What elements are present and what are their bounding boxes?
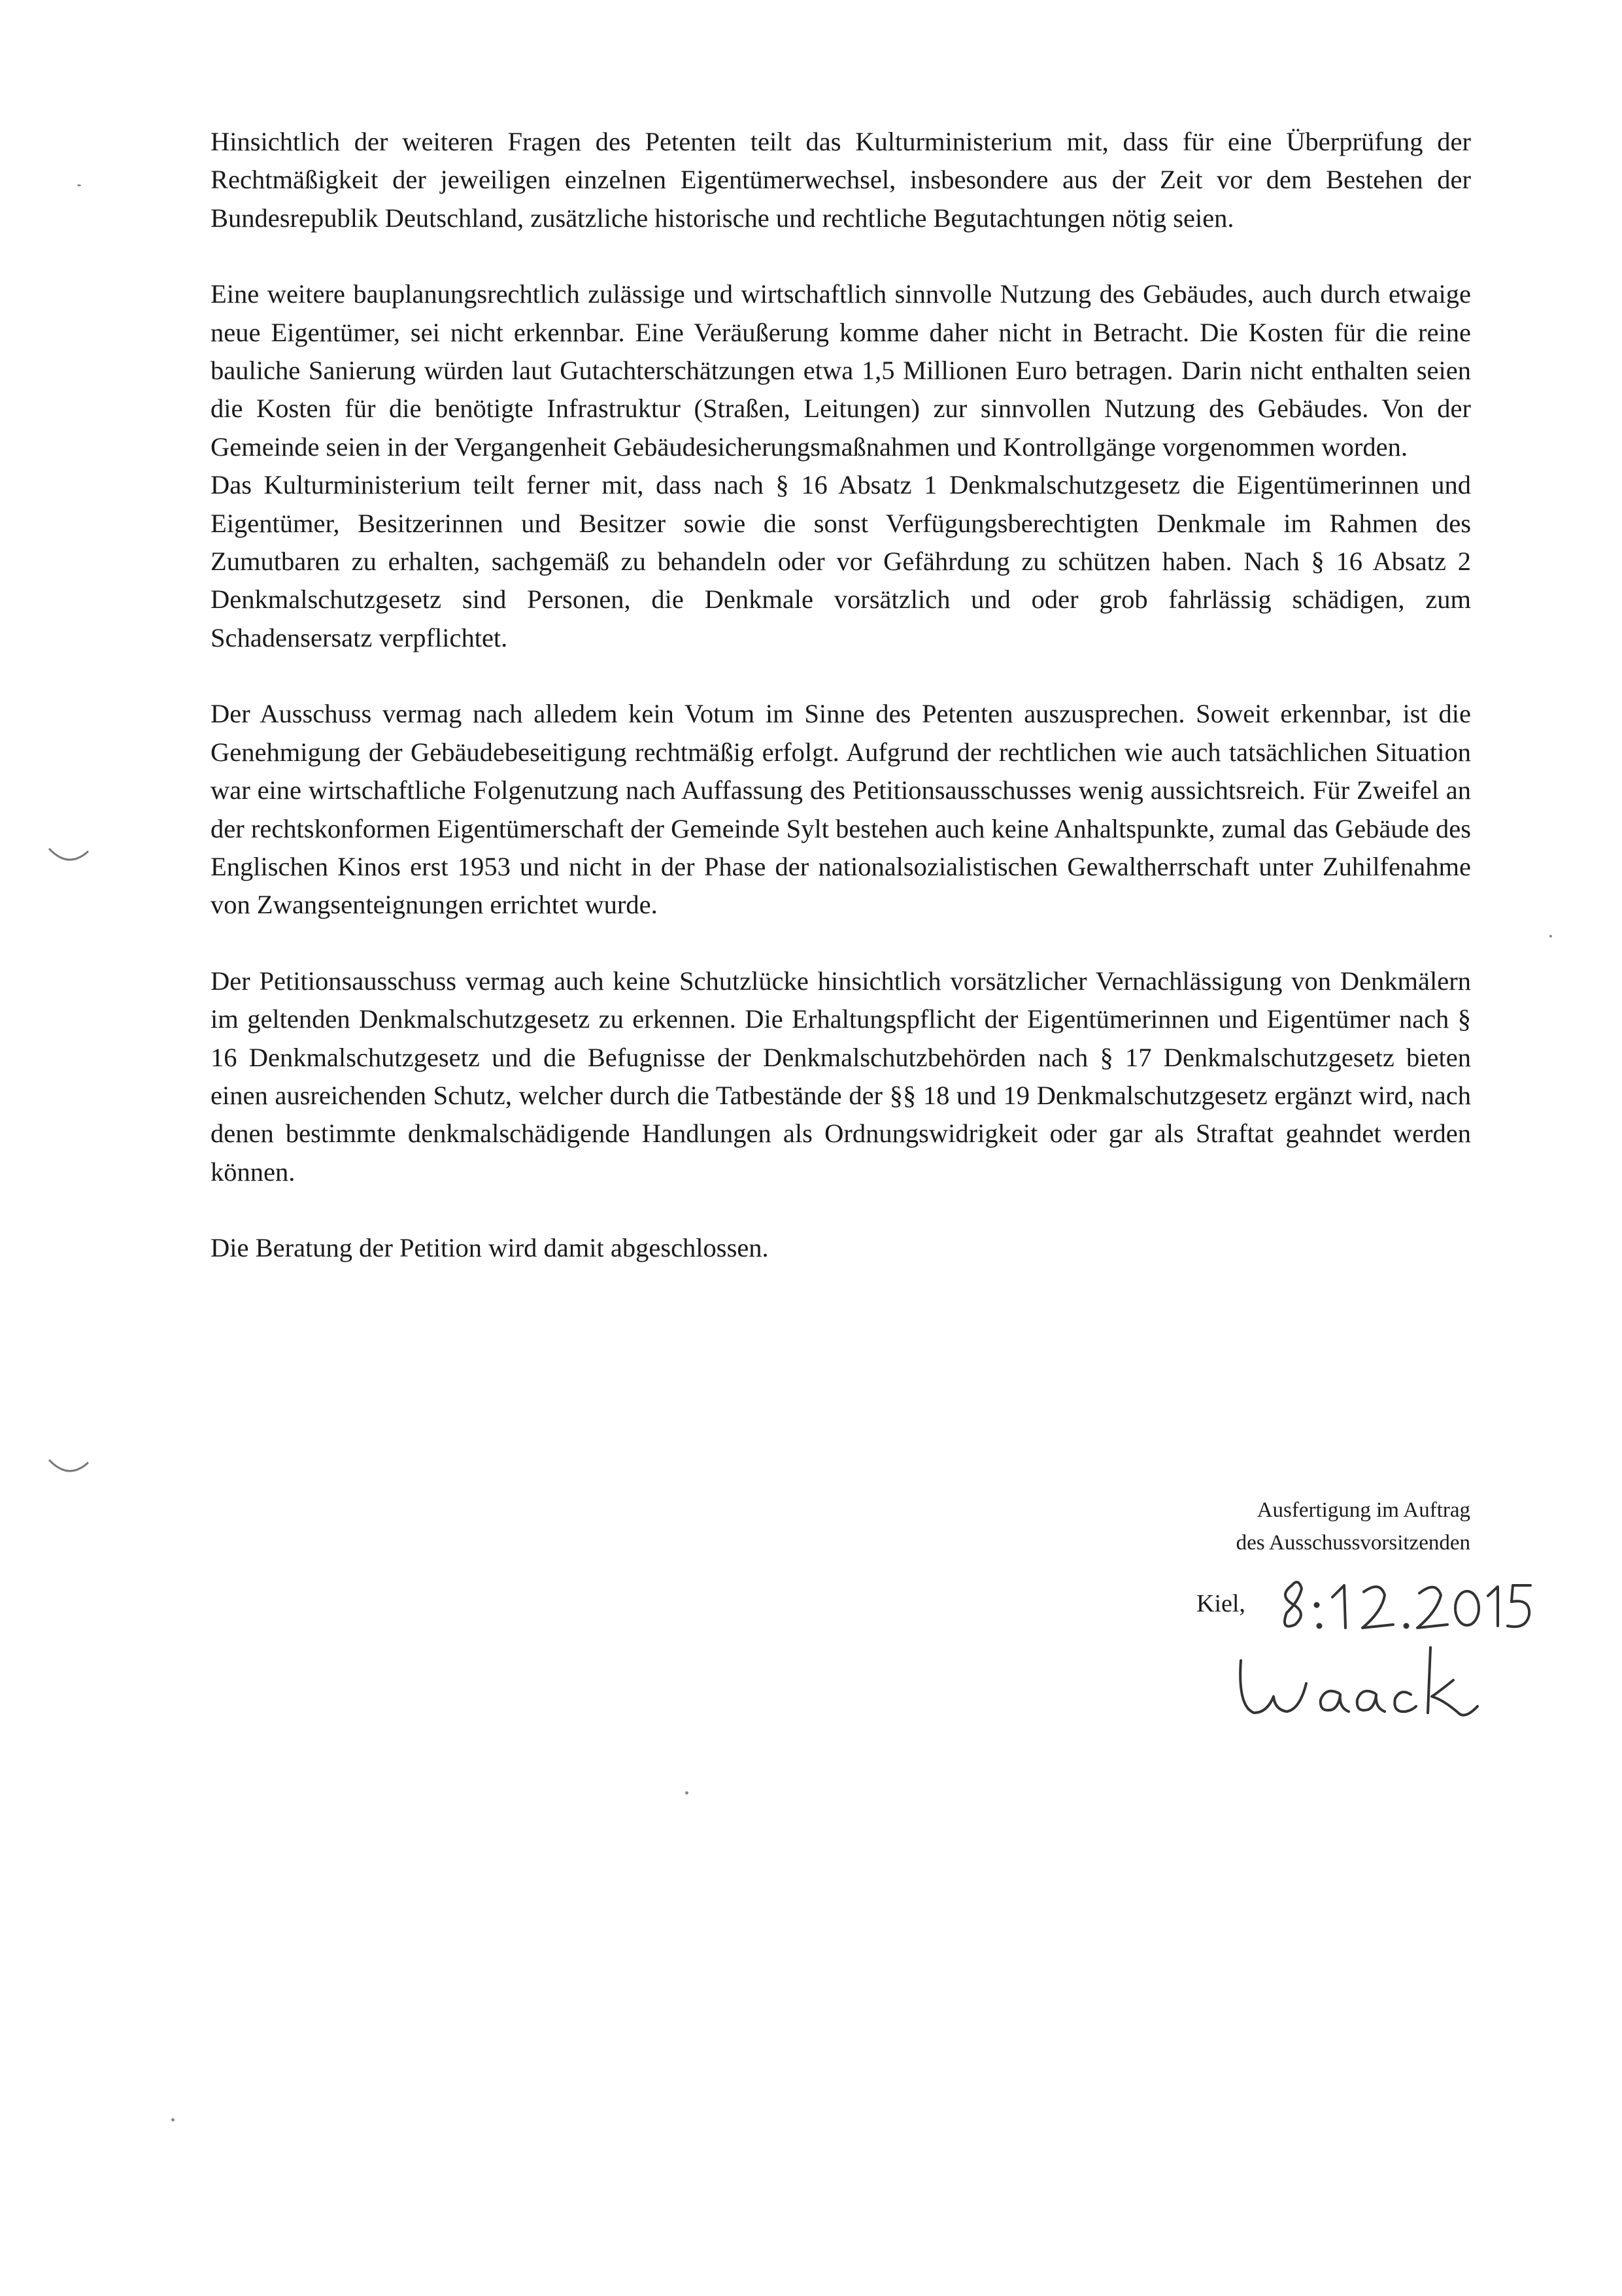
handwritten-signature xyxy=(1234,1634,1483,1726)
paragraph-committee-vote: Der Ausschuss vermag nach alledem kein Votum im Sinne des Petenten auszusprechen. Soweit erkennbar, ist die Genehmigung der Gebäudebeseitigung rechtmäßig erfolgt. Aufgrund der rechtlichen wie auch tatsächlichen Situation war eine wirtschaftliche Folgenutzung nach Auffassung des Petitionsausschusses wenig aussichtsreich. Für Zweifel an der rechtskonformen Eigentümerschaft der Gemeinde Sylt bestehen auch keine Anhaltspunkte, zumal das Gebäude des Englischen Kinos erst 1953 und nicht in der Phase der nationalsozialistischen Gewaltherrschaft unter Zuhilfenahme von Zwangsenteignungen errichtet wurde. xyxy=(211,699,1471,920)
handwritten-date xyxy=(1272,1566,1534,1638)
paragraph-monument-law: Das Kulturministerium teilt ferner mit, dass nach § 16 Absatz 1 Denkmalschutzgesetz die Eigentümerinnen und Eigentümer, Besitzerinnen und Besitzer sowie die sonst Verfügungsberechtigten Denkmale im Rahmen des Zumutbaren zu erhalten, sachgemäß zu behandeln oder vor Gefährdung zu schützen haben. Nach § 16 Absatz 2 Denkmalschutzgesetz sind Personen, die Denkmale vorsätzlich und oder grob fahrlässig schädigen, zum Schadensersatz verpflichtet. xyxy=(211,470,1471,652)
punch-hole-mark-top xyxy=(46,843,92,869)
scan-speck xyxy=(685,1791,688,1795)
scan-speck xyxy=(1549,935,1552,937)
letter-body xyxy=(211,123,1471,1268)
signature-block xyxy=(1236,1494,1470,1559)
scan-speck xyxy=(171,2118,175,2121)
paragraph-protection-gap: Der Petitionsausschuss vermag auch keine Schutzlücke hinsichtlich vorsätzlicher Vernachlässigung von Denkmälern im geltenden Denkmalschutzgesetz zu erkennen. Die Erhaltungspflicht der Eigentümerinnen und Eigentümer nach § 16 Denkmalschutzgesetz und die Befugnisse der Denkmalschutzbehörden nach § 17 Denkmalschutzgesetz bieten einen ausreichenden Schutz, welcher durch die Tatbestände der §§ 18 und 19 Denkmalschutzgesetz ergänzt wird, nach denen bestimmte denkmalschädigende Handlungen als Ordnungswidrigkeit oder gar als Straftat geahndet werden können. xyxy=(211,966,1471,1187)
place-label: Kiel, xyxy=(1196,1590,1245,1617)
punch-hole-mark-bottom xyxy=(46,1455,92,1481)
paragraph-building-usage: Eine weitere bauplanungsrechtlich zulässige und wirtschaftlich sinnvolle Nutzung des Gebäudes, auch durch etwaige neue Eigentümer, sei nicht erkennbar. Eine Veräußerung komme daher nicht in Betracht. Die Kosten für die reine bauliche Sanierung würden laut Gutachterschätzungen etwa 1,5 Millionen Euro betragen. Darin nicht enthalten seien die Kosten für die benötigte Infrastruktur (Straßen, Leitungen) zur sinnvollen Nutzung des Gebäudes. Von der Gemeinde seien in der Vergangenheit Gebäudesicherungsmaßnahmen und Kontrollgänge vorgenommen worden. xyxy=(211,279,1471,462)
signature-line-2: des Ausschussvorsitzenden xyxy=(1236,1531,1470,1555)
scan-speck xyxy=(77,184,81,186)
paragraph-closing: Die Beratung der Petition wird damit abgeschlossen. xyxy=(211,1233,769,1263)
paragraph-further-questions: Hinsichtlich der weiteren Fragen des Petenten teilt das Kulturministerium mit, dass für eine Überprüfung der Rechtmäßigkeit der jeweiligen einzelnen Eigentümerwechsel, insbesondere aus der Zeit vor dem Bestehen der Bundesrepublik Deutschland, zusätzliche historische und rechtliche Begutachtungen nötig seien. xyxy=(211,127,1471,233)
signature-line-1: Ausfertigung im Auftrag xyxy=(1257,1498,1470,1522)
